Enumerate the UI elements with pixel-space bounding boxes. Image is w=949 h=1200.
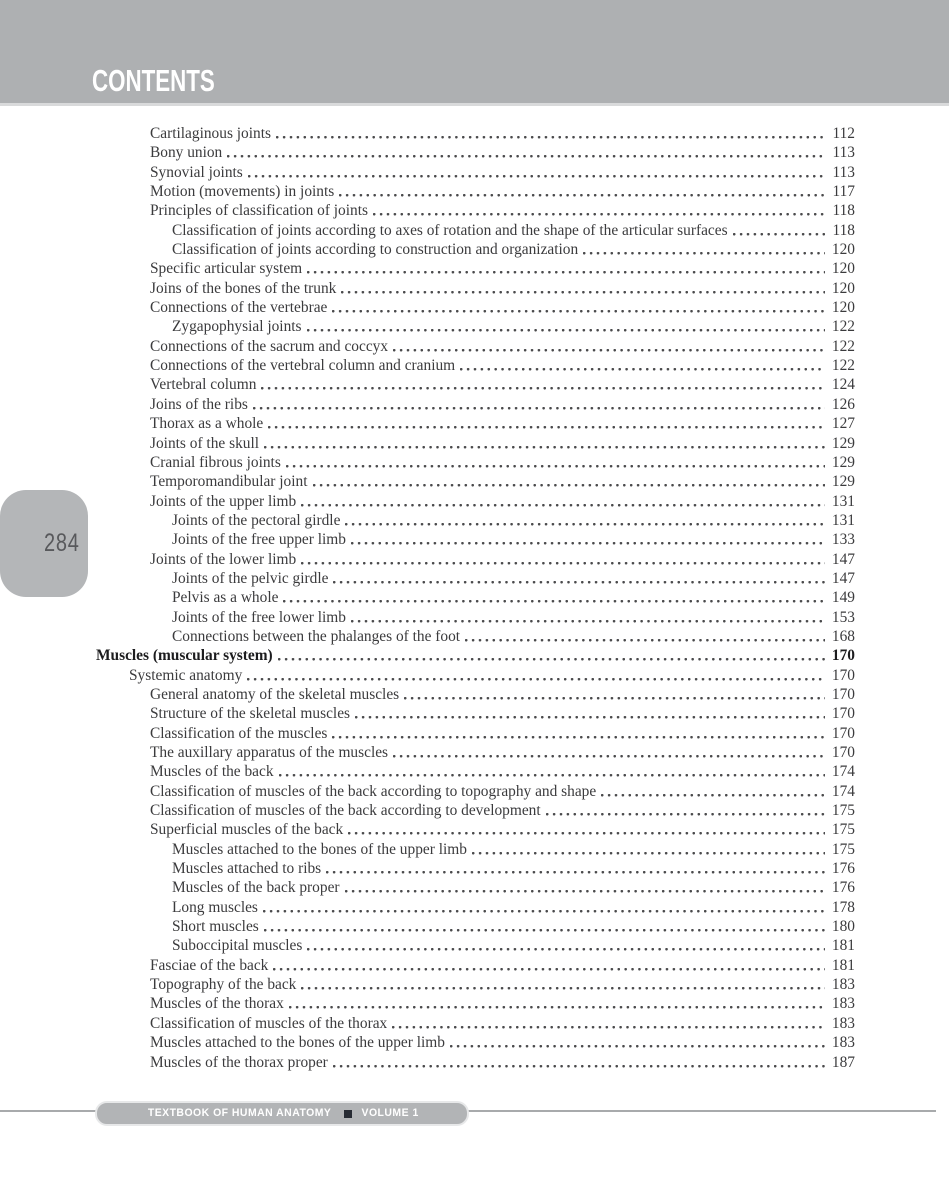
dot-leader: [341, 279, 825, 298]
toc-entry-label: Structure of the skeletal muscles: [150, 705, 351, 723]
dot-leader: [279, 762, 825, 781]
toc-row: [96, 124, 855, 143]
dot-leader: [546, 801, 825, 820]
toc-entry-label: Connections of the sacrum and coccyx: [150, 337, 389, 355]
toc-row: [96, 337, 855, 356]
dot-leader: [273, 956, 825, 975]
toc-entry-page: 129: [831, 473, 855, 491]
dot-leader: [264, 917, 825, 936]
dot-leader: [301, 975, 825, 994]
toc-entry-page: 133: [831, 531, 855, 549]
toc-entry-page: 183: [831, 1034, 855, 1052]
dot-leader: [248, 163, 825, 182]
toc-entry-page: 113: [832, 163, 855, 181]
toc-row: [96, 453, 855, 472]
toc-entry-label: Cartilaginous joints: [150, 125, 271, 142]
toc-entry-page: 187: [831, 1053, 855, 1071]
toc-entry-page: 170: [831, 647, 855, 665]
toc-entry-label: Fasciae of the back: [150, 956, 269, 974]
toc-entry-page: 183: [831, 995, 855, 1013]
dot-leader: [263, 898, 825, 917]
toc-entry-label: Joins of the bones of the trunk: [150, 279, 337, 297]
toc-entry-page: 117: [832, 183, 855, 201]
toc-entry-page: 176: [831, 879, 855, 897]
dot-leader: [351, 608, 825, 627]
toc-entry-page: 112: [832, 125, 855, 142]
square-bullet-icon: [344, 1110, 352, 1118]
dot-leader: [332, 298, 825, 317]
toc-entry-page: 122: [831, 357, 855, 375]
toc-entry-page: 120: [831, 241, 855, 259]
toc-row: [96, 724, 855, 743]
footer-badge: [95, 1101, 469, 1126]
toc-entry-page: 174: [831, 763, 855, 781]
toc-entry-label: Bony union: [150, 144, 223, 162]
toc-entry-page: 181: [831, 937, 855, 955]
toc-row: [96, 898, 855, 917]
toc-entry-label: Joints of the upper limb: [150, 492, 297, 510]
toc-entry-label: Vertebral column: [150, 376, 257, 394]
toc-row: [96, 878, 855, 897]
toc-entry-label: Joints of the free lower limb: [172, 608, 346, 626]
toc-entry-page: 180: [831, 918, 855, 936]
toc-entry-label: Joints of the skull: [150, 434, 260, 452]
toc-entry-label: Classification of muscles of the back according to topography and shape: [150, 782, 597, 800]
toc-entry-label: Classification of muscles of the thorax: [150, 1014, 388, 1032]
toc-entry-page: 120: [831, 299, 855, 317]
dot-leader: [332, 724, 825, 743]
dot-leader: [276, 124, 825, 143]
dot-leader: [339, 182, 825, 201]
toc-entry-page: 122: [831, 337, 855, 355]
toc-row: [96, 704, 855, 723]
toc-entry-label: Long muscles: [172, 898, 258, 916]
toc-entry-page: 120: [831, 279, 855, 297]
dot-leader: [450, 1033, 825, 1052]
dot-leader: [465, 627, 825, 646]
toc-entry-label: Temporomandibular joint: [150, 473, 308, 491]
toc-row: [96, 1014, 855, 1033]
toc-entry-page: 113: [832, 144, 855, 162]
toc-row: [96, 782, 855, 801]
toc-entry-label: Principles of classification of joints: [150, 202, 368, 220]
toc-entry-label: Muscles of the back: [150, 763, 274, 781]
dot-leader: [460, 356, 825, 375]
toc-entry-page: 175: [831, 840, 855, 858]
page-number: 284: [44, 529, 80, 557]
toc-row: [96, 743, 855, 762]
toc-row: [96, 143, 855, 162]
toc-entry-label: Muscles attached to the bones of the upper limb: [172, 840, 467, 858]
dot-leader: [278, 646, 825, 665]
toc-entry-page: 170: [831, 685, 855, 703]
toc-entry-page: 120: [831, 260, 855, 278]
contents-banner: [0, 0, 949, 106]
toc-row: [96, 569, 855, 588]
toc-row: [96, 472, 855, 491]
toc-entry-label: Connections of the vertebral column and cranium: [150, 357, 456, 375]
toc-entry-page: 153: [831, 608, 855, 626]
toc-row: [96, 550, 855, 569]
toc-entry-page: 170: [831, 666, 855, 684]
toc-entry-page: 118: [832, 202, 855, 220]
toc-entry-page: 170: [831, 724, 855, 742]
toc-entry-page: 175: [831, 802, 855, 820]
toc-entry-label: Thorax as a whole: [150, 415, 264, 433]
dot-leader: [404, 685, 825, 704]
toc-entry-label: Joins of the ribs: [150, 395, 248, 413]
toc-row: [96, 395, 855, 414]
dot-leader: [373, 201, 825, 220]
toc-entry-page: 126: [831, 395, 855, 413]
dot-leader: [286, 453, 825, 472]
toc-row: [96, 530, 855, 549]
toc-entry-label: Muscles attached to ribs: [172, 860, 322, 878]
toc-entry-label: Joints of the pelvic girdle: [172, 569, 329, 587]
dot-leader: [247, 666, 825, 685]
toc-entry-page: 124: [831, 376, 855, 394]
toc-entry-label: Muscles (muscular system): [96, 647, 273, 665]
toc-row: [96, 801, 855, 820]
toc-row: [96, 492, 855, 511]
toc-entry-page: 181: [831, 956, 855, 974]
toc-entry-label: Muscles of the thorax proper: [150, 1053, 328, 1071]
toc-row: [96, 627, 855, 646]
toc-entry-label: Topography of the back: [150, 976, 297, 994]
dot-leader: [333, 569, 825, 588]
dot-leader: [733, 221, 825, 240]
toc-entry-page: 129: [831, 453, 855, 471]
toc-row: [96, 182, 855, 201]
dot-leader: [345, 511, 825, 530]
toc-entry-label: Joints of the free upper limb: [172, 531, 346, 549]
dot-leader: [333, 1053, 825, 1072]
dot-leader: [301, 492, 825, 511]
toc-row: [96, 201, 855, 220]
book-title: TEXTBOOK OF HUMAN ANATOMY: [148, 1107, 332, 1119]
dot-leader: [264, 434, 825, 453]
toc-entry-page: 183: [831, 976, 855, 994]
dot-leader: [307, 936, 825, 955]
toc-entry-label: Suboccipital muscles: [172, 937, 303, 955]
toc-entry-label: Joints of the pectoral girdle: [172, 511, 341, 529]
toc-entry-page: 127: [831, 415, 855, 433]
toc-entry-label: Classification of the muscles: [150, 724, 328, 742]
toc-entry-label: Zygapophysial joints: [172, 318, 302, 336]
toc-entry-page: 122: [831, 318, 855, 336]
toc-entry-page: 170: [831, 705, 855, 723]
toc-row: [96, 666, 855, 685]
toc-entry-page: 174: [831, 782, 855, 800]
toc-row: [96, 820, 855, 839]
toc-row: [96, 221, 855, 240]
toc-row: [96, 279, 855, 298]
toc-entry-page: 149: [831, 589, 855, 607]
toc-entry-label: Connections between the phalanges of the foot: [172, 627, 461, 645]
toc-entry-label: Superficial muscles of the back: [150, 821, 344, 839]
dot-leader: [307, 259, 825, 278]
dot-leader: [289, 994, 825, 1013]
toc-entry-label: Muscles of the back proper: [172, 879, 340, 897]
volume-label: VOLUME 1: [361, 1107, 420, 1119]
dot-leader: [348, 820, 825, 839]
dot-leader: [392, 1014, 825, 1033]
toc-row: [96, 511, 855, 530]
toc-row: [96, 646, 855, 665]
toc-row: [96, 1053, 855, 1072]
toc-entry-label: Motion (movements) in joints: [150, 183, 335, 201]
toc-entry-label: Classification of joints according to construction and organization: [172, 241, 579, 259]
dot-leader: [345, 878, 825, 897]
toc-row: [96, 588, 855, 607]
toc-row: [96, 356, 855, 375]
toc-entry-label: Cranial fibrous joints: [150, 453, 281, 471]
dot-leader: [261, 375, 825, 394]
dot-leader: [601, 782, 825, 801]
toc-entry-label: Muscles of the thorax: [150, 995, 284, 1013]
toc-entry-page: 183: [831, 1014, 855, 1032]
dot-leader: [393, 743, 825, 762]
toc-row: [96, 936, 855, 955]
dot-leader: [283, 588, 825, 607]
toc-entry-page: 176: [831, 860, 855, 878]
dot-leader: [472, 840, 825, 859]
toc-row: [96, 608, 855, 627]
toc-row: [96, 317, 855, 336]
toc-row: [96, 859, 855, 878]
toc-entry-page: 118: [832, 221, 855, 239]
toc-entry-label: The auxillary apparatus of the muscles: [150, 744, 389, 761]
toc-entry-page: 129: [831, 434, 855, 452]
dot-leader: [307, 317, 825, 336]
toc-row: [96, 685, 855, 704]
page-title: CONTENTS: [92, 63, 215, 98]
toc-entry-page: 175: [831, 821, 855, 839]
toc-row: [96, 1033, 855, 1052]
dot-leader: [351, 530, 825, 549]
toc-entry-page: 168: [831, 627, 855, 645]
toc-entry-label: Pelvis as a whole: [172, 589, 279, 607]
toc-row: [96, 917, 855, 936]
toc-entry-page: 170: [831, 744, 855, 761]
toc-entry-page: 147: [831, 550, 855, 568]
toc-entry-label: Synovial joints: [150, 163, 243, 181]
toc-row: [96, 994, 855, 1013]
dot-leader: [326, 859, 825, 878]
toc-row: [96, 163, 855, 182]
dot-leader: [355, 704, 825, 723]
toc-entry-label: Systemic anatomy: [129, 666, 243, 684]
toc-row: [96, 414, 855, 433]
toc-row: [96, 298, 855, 317]
toc-entry-page: 131: [831, 511, 855, 529]
dot-leader: [253, 395, 825, 414]
toc-row: [96, 259, 855, 278]
toc-row: [96, 975, 855, 994]
toc-row: [96, 956, 855, 975]
page-number-tab: [0, 490, 88, 597]
dot-leader: [268, 414, 825, 433]
toc-entry-label: Joints of the lower limb: [150, 550, 297, 568]
toc-entry-label: Muscles attached to the bones of the upper limb: [150, 1034, 445, 1052]
toc-row: [96, 434, 855, 453]
toc-entry-label: Short muscles: [172, 918, 259, 936]
toc-entry-label: General anatomy of the skeletal muscles: [150, 685, 400, 703]
toc-row: [96, 375, 855, 394]
toc-row: [96, 762, 855, 781]
dot-leader: [313, 472, 826, 491]
toc-entry-label: Specific articular system: [150, 260, 303, 278]
toc-entry-page: 178: [831, 898, 855, 916]
dot-leader: [301, 550, 825, 569]
toc-entry-label: Classification of joints according to axes of rotation and the shape of the articular surfaces: [172, 221, 728, 239]
dot-leader: [227, 143, 825, 162]
toc-row: [96, 240, 855, 259]
toc-entry-page: 131: [831, 492, 855, 510]
toc-entry-label: Classification of muscles of the back according to development: [150, 802, 541, 820]
dot-leader: [583, 240, 825, 259]
toc-list: [96, 124, 855, 1072]
toc-entry-page: 147: [831, 569, 855, 587]
toc-row: [96, 840, 855, 859]
toc-entry-label: Connections of the vertebrae: [150, 299, 328, 317]
dot-leader: [393, 337, 825, 356]
